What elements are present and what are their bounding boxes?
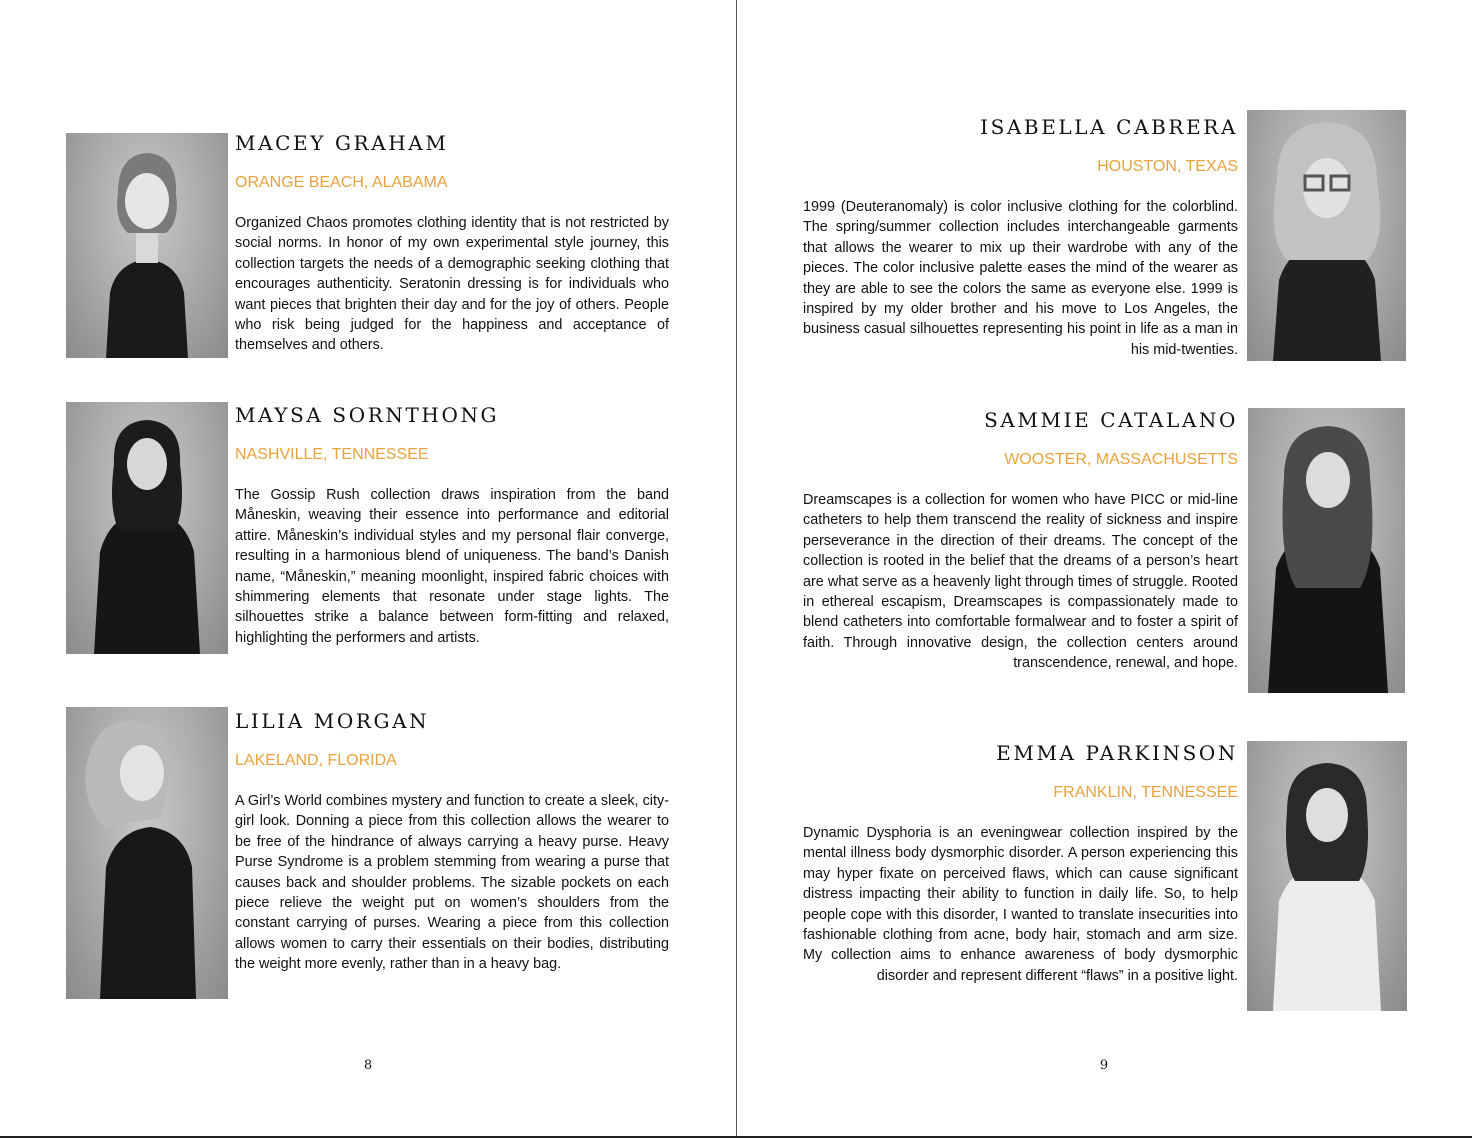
designer-entry [803, 115, 1238, 360]
portrait-illustration [1247, 110, 1406, 361]
designer-bio: Dynamic Dysphoria is an eveningwear collection inspired by the mental illness body dysmorphic disorder. A person experiencing this may hyper fixate on perceived flaws, which can cause significant distress impacting their ability to function in daily life. So, to help people cope with this disorder, I wanted to translate insecurities into fashionable clothing from acne, body hair, stomach and arm size. My collection aims to enhance awareness of body dysmorphic disorder and represent different “flaws” in a positive light. [803, 825, 1238, 984]
page-number: 8 [363, 1058, 373, 1073]
designer-name: MAYSA SORNTHONG [235, 403, 500, 427]
designer-location: NASHVILLE, TENNESSEE [235, 446, 429, 463]
portrait-photo [1247, 741, 1407, 1011]
designer-entry [803, 408, 1238, 674]
portrait-illustration [1248, 408, 1405, 693]
designer-location: HOUSTON, TEXAS [1097, 158, 1238, 175]
designer-name: EMMA PARKINSON [996, 741, 1238, 765]
designer-entry [803, 741, 1238, 986]
designer-bio: A Girl’s World combines mystery and function to create a sleek, city-girl look. Donning a piece from this collection allows the wearer to be free of the hindrance of always carrying a heavy purse. Heavy Purse Syndrome is a problem stemming from wearing a purse that causes back and shoulder problems. The sizable pockets on each piece relieve the weight put on women’s shoulders from the constant carrying of purses. Wearing a piece from this collection allows women to carry their essentials on their bodies, distributing the weight more evenly, rather than in a heavy bag. [235, 793, 669, 973]
portrait-illustration [66, 402, 228, 654]
designer-name: SAMMIE CATALANO [984, 408, 1238, 432]
designer-location: LAKELAND, FLORIDA [235, 752, 397, 769]
right-page [737, 0, 1472, 1138]
designer-bio: Dreamscapes is a collection for women who have PICC or mid-line catheters to help them transcend the reality of sickness and inspire perseverance in the direction of their dreams. The concept of the collection is rooted in the belief that the dreams of a person’s heart are what serve as a heavenly light through times of struggle. Rooted in ethereal escapism, Dreamscapes is compassionately made to blend catheters into comfortable formalwear and to foster a spirit of faith. Through innovative design, the collection centers around transcendence, renewal, and hope. [803, 492, 1238, 672]
designer-bio: Organized Chaos promotes clothing identity that is not restricted by social norms. In honor of my own experimental style journey, this collection targets the needs of a demographic seeking clothing that encourages authenticity. Seratonin dressing is for individuals who want pieces that brighten their day and for the joy of others. People who risk being judged for the happiness and acceptance of themselves and others. [235, 215, 669, 354]
portrait-photo [66, 402, 228, 654]
portrait-illustration [66, 707, 228, 999]
designer-entry [235, 403, 669, 648]
portrait-photo [66, 707, 228, 999]
designer-entry [235, 709, 669, 975]
portrait-photo [1248, 408, 1405, 693]
designer-location: FRANKLIN, TENNESSEE [1053, 784, 1238, 801]
designer-location: WOOSTER, MASSACHUSETTS [1004, 451, 1238, 468]
portrait-illustration [66, 133, 228, 358]
designer-name: ISABELLA CABRERA [980, 115, 1238, 139]
designer-name: MACEY GRAHAM [235, 131, 449, 155]
designer-name: LILIA MORGAN [235, 709, 430, 733]
portrait-photo [1247, 110, 1406, 361]
designer-bio: The Gossip Rush collection draws inspiration from the band Måneskin, weaving their essence into performance and editorial attire. Måneskin’s individual styles and my personal flair converge, resulting in a harmonious blend of uniqueness. The band’s Danish name, “Måneskin,” meaning moonlight, inspired fabric choices with shimmering elements that resonate under stage lights. The silhouettes strike a balance between form-fitting and relaxed, highlighting the performers and artists. [235, 487, 669, 646]
portrait-illustration [1247, 741, 1407, 1011]
portrait-photo [66, 133, 228, 358]
page-number: 9 [1099, 1058, 1109, 1073]
designer-entry [235, 131, 669, 356]
designer-location: ORANGE BEACH, ALABAMA [235, 174, 448, 191]
designer-bio: 1999 (Deuteranomaly) is color inclusive clothing for the colorblind. The spring/summer collection includes interchangeable garments that allows the wearer to mix up their wardrobe with any of the pieces. The color inclusive palette eases the mind of the wearer as they are able to see the colors the same as everyone else. 1999 is inspired by my older brother and his move to Los Angeles, the business casual silhouettes representing his point in life as a man in his mid-twenties. [803, 199, 1238, 358]
